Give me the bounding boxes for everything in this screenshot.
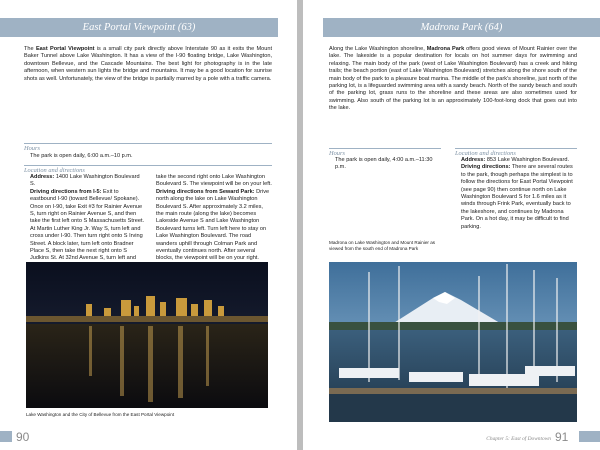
right-address-text: 853 Lake Washington Boulevard.: [486, 157, 570, 163]
left-title-bar: [0, 18, 278, 37]
right-photo-caption: Madrona on Lake Washington and Mount Rainier as viewed from the south end of Madrona Park: [329, 240, 436, 251]
right-directions: [461, 157, 577, 231]
left-intro-paragraph: [24, 46, 272, 83]
right-intro-body: offers good views of Mount Rainier over the lake. The lakeside is a popular destination for locals on hot summer days for swimming and relaxing. The main body of the park (west of Lake Washington Boulevard) has a creek and hiking trails; the beach portion (east of Lake Washington Boulevard) stretches along the shore south of the main body of the park to a pleasure boat marina. The middle of the park's shoreline, just north of the parking lot, is a lifeguarded swimming area with a sandy beach. North of the sandy beach and south of the parking lot, grass runs to the shoreline and these areas are also sometimes used for swimming. Also south of the parking lot is an approximately 100-foot-long dock that goes out into the lake.: [329, 46, 578, 112]
right-directions-text: There are several routes to the park, though perhaps the simplest is to follow the directions for East Portal Viewpoint (see page 90) then continue north on Lake Washington Boulevard S for 1.6 miles as it winds through Frink Park, eventually back to the lakeshore, and continues by Madrona Park. On a hot day, it may be difficult to find parking.: [461, 164, 573, 230]
right-intro-lead: Along the Lake Washington shoreline,: [329, 46, 427, 52]
left-address-label: Address:: [30, 174, 55, 180]
right-hours-text: The park is open daily, 4:00 a.m.–11:30 p.m.: [335, 157, 433, 171]
left-directions-col2: [156, 174, 272, 263]
left-intro-lead: The: [24, 46, 36, 52]
bellevue-night-photo: [26, 262, 268, 408]
right-hours-heading: Hours: [329, 148, 441, 157]
left-dir-seward-text: Drive north along the lake on Lake Washington Boulevard S. After approximately 3.2 miles, the main route (along the lake) becomes Lakeside Avenue S and Lake Washington Boulevard turns left. Turn left here to stay on Lake Washington Boulevard. The road wanders uphill through Colman Park and eventually continues north. After several blocks, the viewpoint will be on your right.: [156, 188, 270, 262]
left-hours-heading: Hours: [24, 143, 272, 152]
left-address-text: 1400 Lake Washington Boulevard S.: [30, 174, 140, 188]
left-hours-text: The park is open daily, 6:00 a.m.–10 p.m.: [30, 153, 133, 159]
right-intro-park-name: Madrona Park: [426, 46, 465, 52]
left-dir-continued: take the second right onto Lake Washington Boulevard S. The viewpoint will be on your left.: [156, 174, 272, 188]
right-location-heading: Location and directions: [455, 148, 577, 157]
left-dir-i5-label: Driving directions from I-5:: [30, 188, 102, 195]
left-page-number: 90: [16, 430, 30, 444]
right-directions-label: Driving directions:: [461, 164, 511, 171]
left-dir-seward-label: Driving directions from Seward Park:: [156, 188, 255, 195]
left-intro-body: is a small city park directly above Interstate 90 as it exits the Mount Baker Tunnel above Lake Washington. It has a view of the I-90 floating bridge, Lake Washington, downtown Bellevue, and the Cascade Mountains. The best light for photography is in the late afternoon, when western sun lights the bridge and mountains. It may be a good location for sunrise shots as well. Unfortunately, the view of the bridge is partially marred by a pole with a traffic camera.: [24, 46, 273, 82]
left-dir-i5-text: Exit to eastbound I-90 (toward Bellevue/ Spokane). Once on I-90, take Exit #3 for Rainier Avenue S, turn right on Rainier Avenue S, and then take the first left onto S Massachusetts Street. At Martin Luther King Jr. Way S, turn left and cross under I-90. Then turn right onto S Irving Street. A block later, turn left onto Bradner Place S, then take the next right onto S Judkins St. At 32nd Avenue S, turn left and: [30, 188, 145, 262]
left-location-heading: Location and directions: [24, 165, 272, 174]
left-footer-bar: [0, 431, 12, 442]
right-page-title: Madrona Park (64): [420, 22, 503, 33]
madrona-marina-photo: [329, 262, 577, 422]
right-page-number: 91: [555, 430, 569, 444]
left-page: [0, 0, 297, 450]
left-intro-park-name: East Portal Viewpoint: [35, 46, 95, 52]
chapter-label: Chapter 5: East of Downtown: [486, 436, 551, 442]
left-photo-caption: Lake Washington and the City of Bellevue from the East Portal Viewpoint: [26, 412, 175, 417]
left-directions-col1: [30, 174, 146, 270]
right-intro-paragraph: [329, 46, 577, 113]
right-page: [303, 0, 600, 450]
right-footer-bar: [579, 431, 600, 442]
left-page-title: East Portal Viewpoint (63): [82, 22, 196, 33]
right-title-bar: [323, 18, 600, 37]
right-address-label: Address:: [461, 157, 486, 163]
